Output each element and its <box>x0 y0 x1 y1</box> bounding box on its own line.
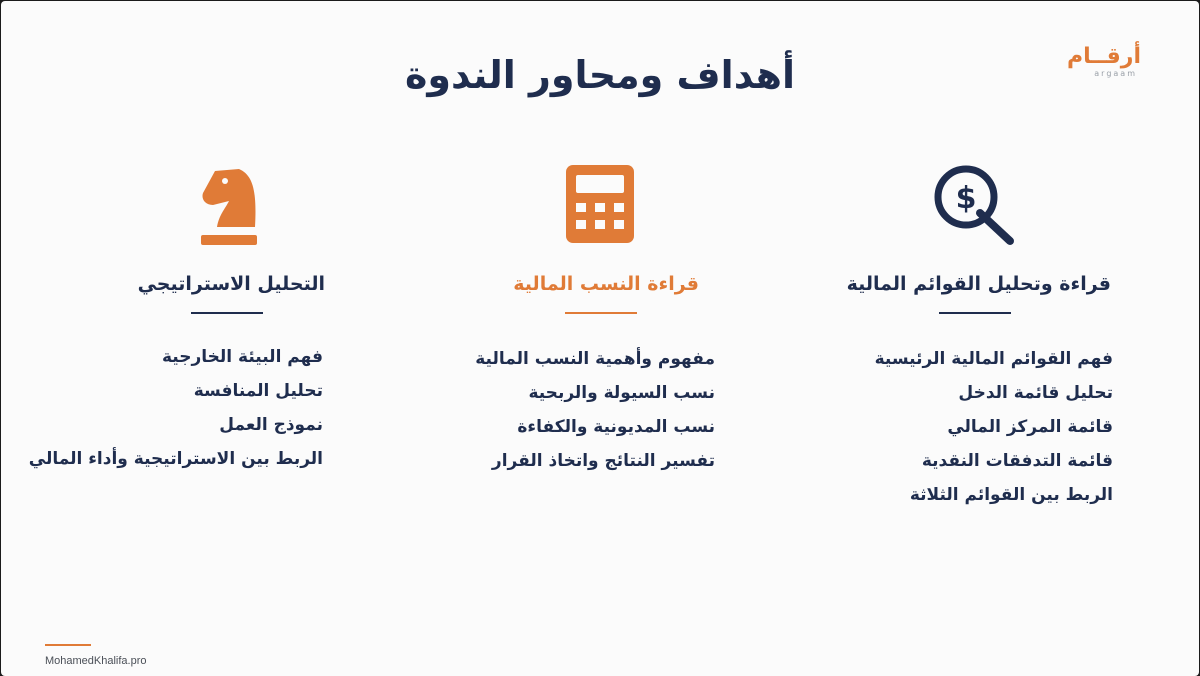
list-item: نسب المديونية والكفاءة <box>517 417 715 437</box>
calculator-icon <box>564 163 636 245</box>
logo-latin-text: argaam <box>1094 69 1137 78</box>
logo-arabic-text: أرقــام <box>1066 44 1141 69</box>
list-item: قائمة المركز المالي <box>947 417 1113 437</box>
chess-knight-icon <box>195 165 261 247</box>
list-item: فهم القوائم المالية الرئيسية <box>874 349 1113 369</box>
svg-text:$: $ <box>955 181 977 216</box>
column-heading: التحليل الاستراتيجي <box>137 273 325 295</box>
list-item: قائمة التدفقات النقدية <box>921 451 1113 471</box>
topic-list <box>875 342 1113 512</box>
list-item: الربط بين القوائم الثلاثة <box>909 485 1113 505</box>
topic-list <box>29 340 323 476</box>
list-item: مفهوم وأهمية النسب المالية <box>475 349 715 369</box>
magnifier-dollar-icon <box>930 161 1018 249</box>
column-heading: قراءة النسب المالية <box>513 273 699 295</box>
footer-website[interactable]: MohamedKhalifa.pro <box>45 655 147 667</box>
list-item: نموذج العمل <box>219 415 323 435</box>
footer-accent-line <box>45 644 91 646</box>
list-item: تحليل قائمة الدخل <box>958 383 1113 403</box>
column-heading: قراءة وتحليل القوائم المالية <box>846 273 1111 295</box>
heading-underline <box>939 312 1011 314</box>
heading-underline <box>565 312 637 314</box>
list-item: تحليل المنافسة <box>193 381 323 401</box>
slide <box>1 1 1199 676</box>
list-item: فهم البيئة الخارجية <box>162 347 323 367</box>
list-item: الربط بين الاستراتيجية وأداء المالي <box>28 449 323 469</box>
slide-title: أهداف ومحاور الندوة <box>404 53 796 97</box>
list-item: نسب السيولة والربحية <box>528 383 715 403</box>
list-item: تفسير النتائج واتخاذ القرار <box>491 451 715 471</box>
topic-list <box>475 342 715 478</box>
heading-underline <box>191 312 263 314</box>
